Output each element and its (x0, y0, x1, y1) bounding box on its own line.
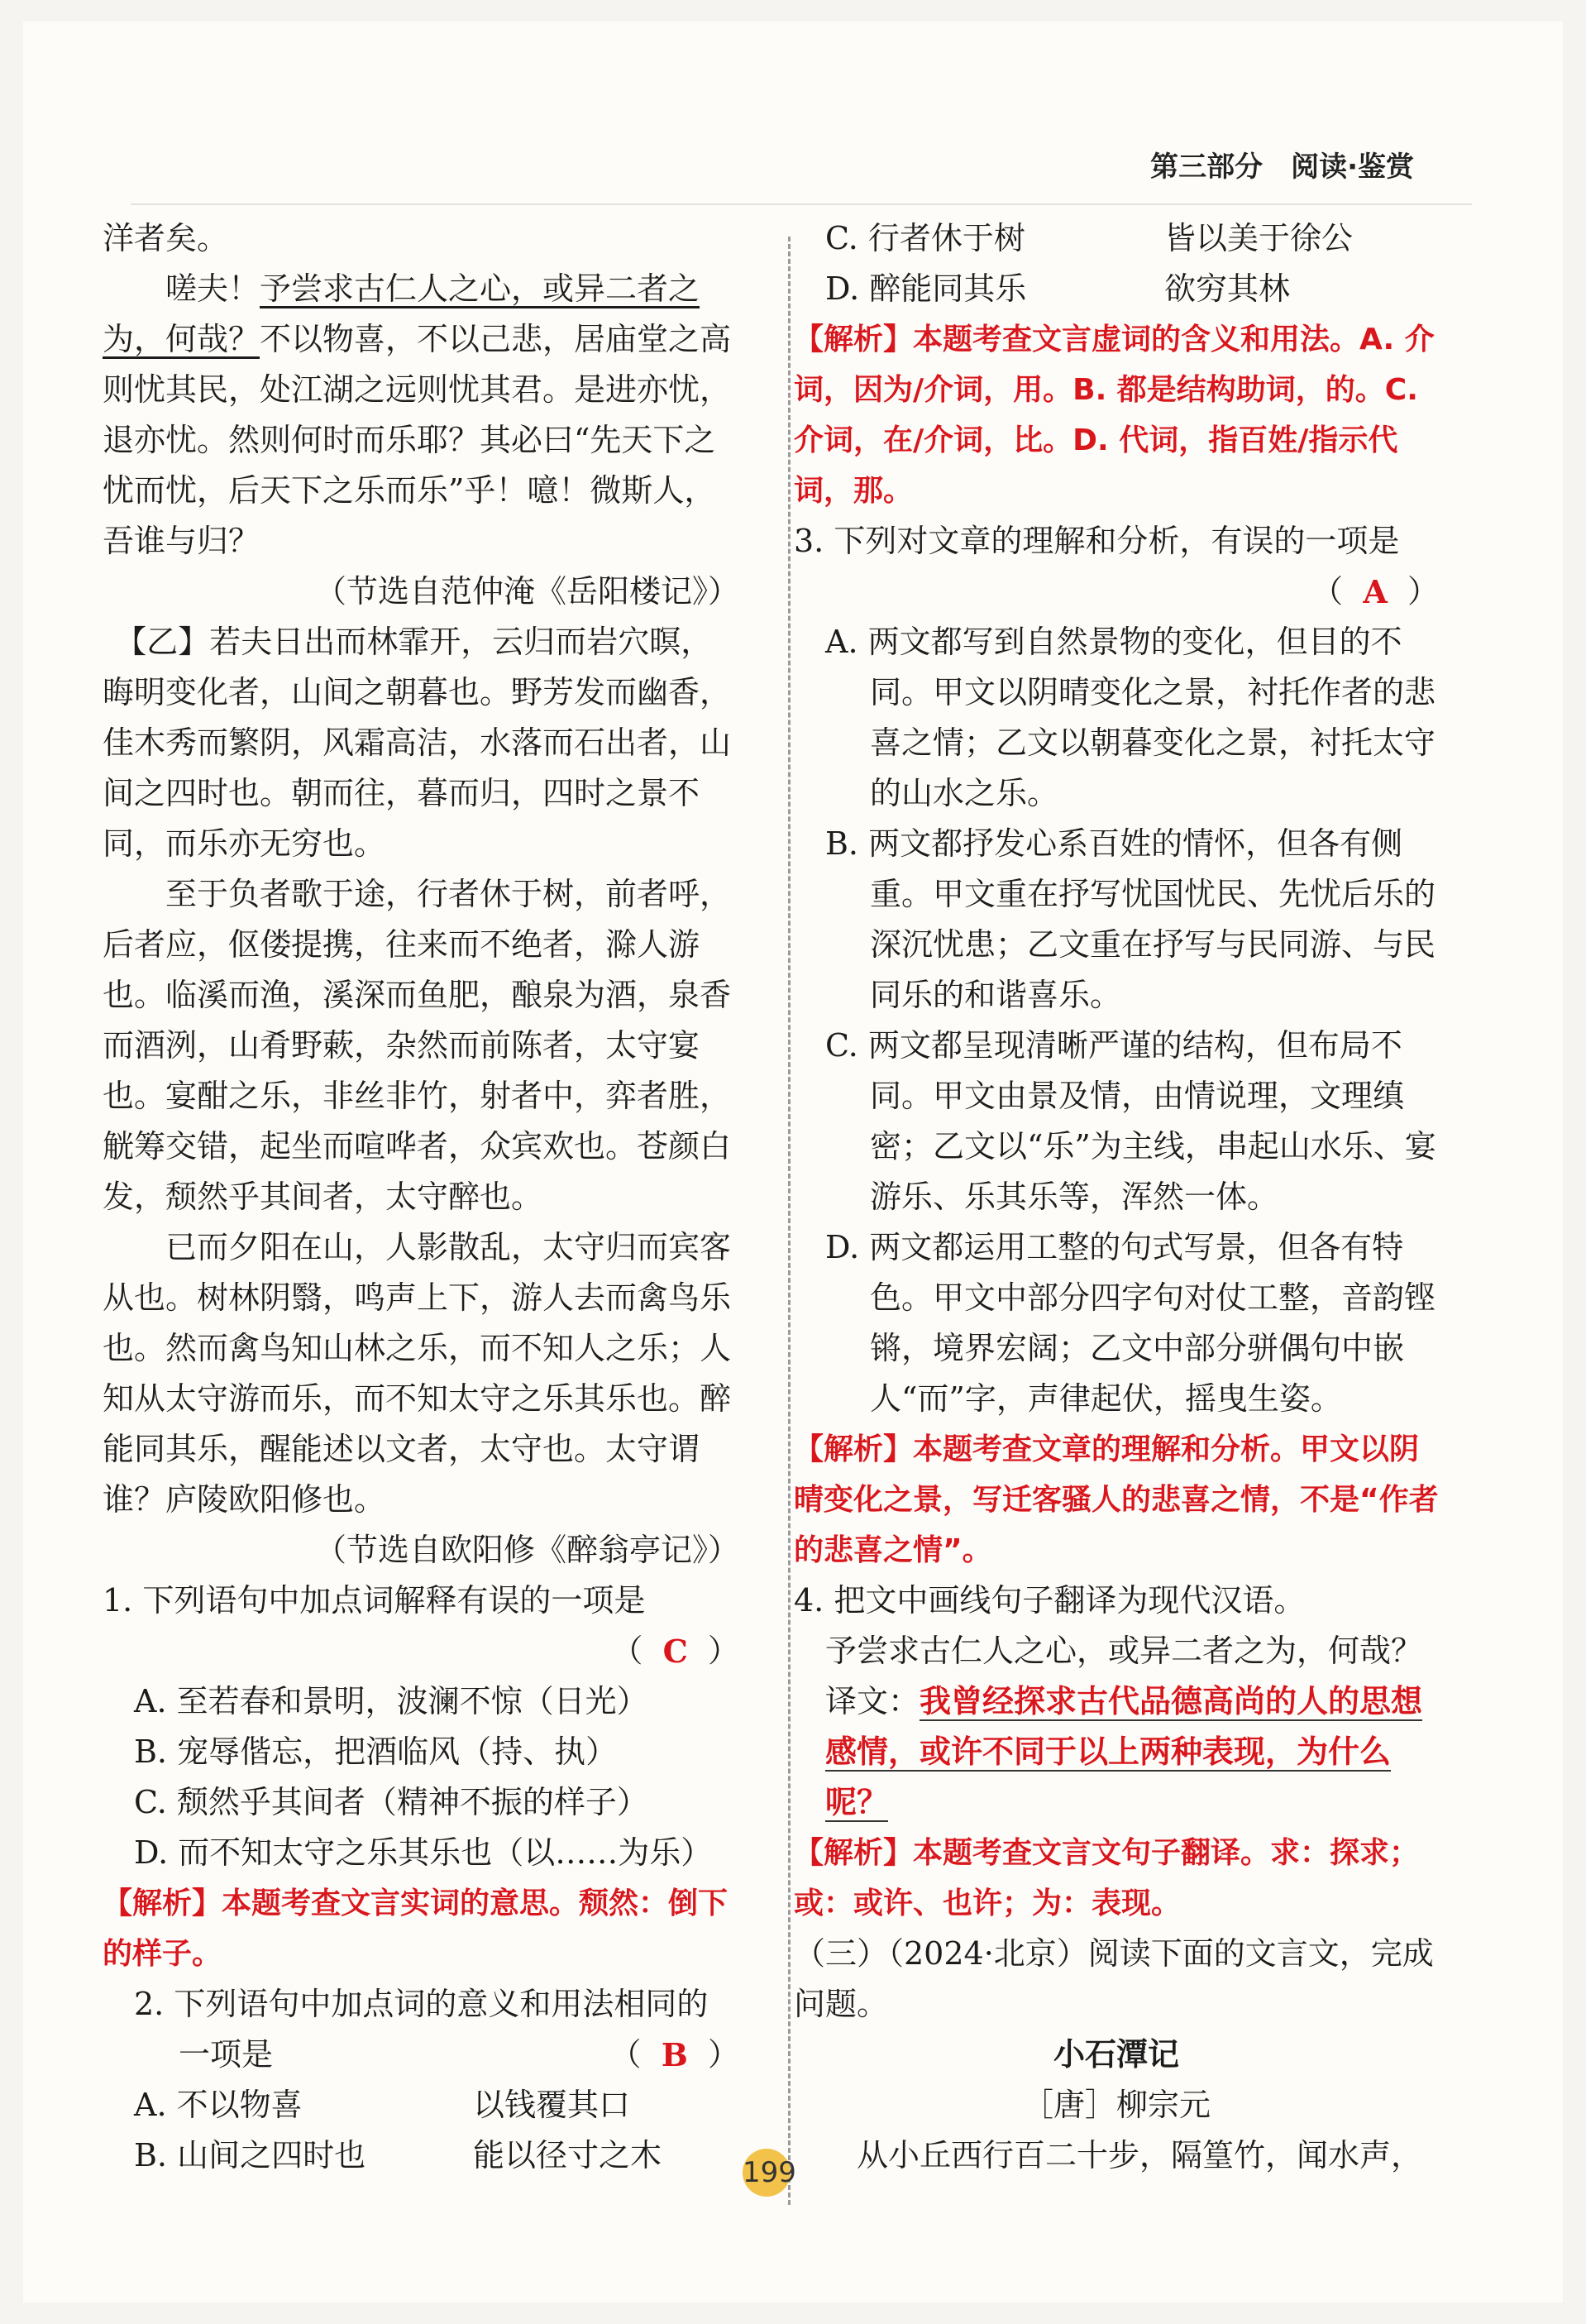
source-citation: （节选自范仲淹《岳阳楼记》） (314, 573, 739, 610)
translation-answer: 我曾经探求古代品德高尚的人的思想感情，或许不同于以上两种表现，为什么呢？ (825, 1683, 1423, 1820)
option: D. 醉能同其乐 (825, 270, 1027, 307)
option-pair (794, 264, 1439, 314)
passage-title: 小石潭记 (1053, 2036, 1179, 2073)
answer-line: （ C ） (103, 1626, 739, 1676)
passage-paragraph: 【乙】若夫日出而林霏开，云归而岩穴暝，晦明变化者，山间之朝暮也。野芳发而幽香，佳木秀而繁阴，风霜高洁，水落而石出者，山间之四时也。朝而往，暮而归，四时之景不同，而乐亦无穷也。 (103, 624, 732, 862)
passage-paragraph: 至于负者歌于途，行者休于树，前者呼，后者应，伛偻提携，往来而不绝者，滁人游也。临溪而渔，溪深而鱼肥，酿泉为酒，泉香而酒洌，山肴野蔌，杂然而前陈者，太守宴也。宴酣之乐，非丝非竹，射者中，弈者胜，觥筹交错，起坐而喧哗者，众宾欢也。苍颜白发，颓然乎其间者，太守醉也。 (103, 876, 732, 1215)
page-number: 199 (743, 2149, 791, 2197)
question-4: 4. 把文中画线句子翻译为现代汉语。 (794, 1582, 1306, 1619)
option: D. 两文都运用工整的句式写景，但各有特色。甲文中部分四字句对仗工整，音韵铿锵，境界宏阔；乙文中部分骈偶句中嵌人“而”字，声律起伏，摇曳生姿。 (825, 1229, 1436, 1417)
question-1: 1. 下列语句中加点词解释有误的一项是 (103, 1582, 646, 1619)
analysis-q4: 【解析】本题考查文言文句子翻译。求：探求；或：或许、也许；为：表现。 (794, 1836, 1420, 1920)
passage-author: ［唐］柳宗元 (1021, 2087, 1211, 2123)
passage-text: 嗟夫！ (165, 270, 260, 307)
underlined-sentence: 予尝求古仁人之心，或异二者之为，何哉？ (103, 270, 700, 357)
passage-paragraph (103, 264, 739, 567)
passage-line: 洋者矣。 (103, 220, 229, 256)
option-compare: 皆以美于徐公 (1164, 220, 1354, 256)
option-pair (103, 2080, 739, 2130)
right-column (794, 213, 1439, 2181)
header-rule (131, 203, 1472, 205)
option-compare: 能以径寸之木 (473, 2137, 662, 2173)
option: B. 宠辱偕忘，把酒临风（持、执） (134, 1733, 618, 1770)
option: C. 两文都呈现清晰严谨的结构，但布局不同。甲文由景及情，由情说理，文理缜密；乙文以“乐”为主线，串起山水乐、宴游乐、乐其乐等，浑然一体。 (825, 1027, 1436, 1215)
option-compare: 以钱覆其口 (473, 2087, 631, 2123)
answer-q3: A (1363, 573, 1388, 610)
option: C. 行者休于树 (825, 220, 1025, 256)
option: A. 两文都写到自然景物的变化，但目的不同。甲文以阴晴变化之景，衬托作者的悲喜之情；乙文以朝暮变化之景，衬托太守的山水之乐。 (825, 624, 1436, 811)
section-3-intro: （三）（2024·北京）阅读下面的文言文，完成问题。 (794, 1935, 1434, 2022)
option: D. 而不知太守之乐其乐也（以……为乐） (134, 1834, 713, 1871)
translation-block (794, 1676, 1439, 1828)
passage-paragraph: 已而夕阳在山，人影散乱，太守归而宾客从也。树林阴翳，鸣声上下，游人去而禽鸟乐也。然而禽鸟知山林之乐，而不知人之乐；人知从太守游而乐，而不知太守之乐其乐也。醉能同其乐，醒能述以文者，太守也。太守谓谁？庐陵欧阳修也。 (103, 1229, 732, 1518)
analysis-q2: 【解析】本题考查文言虚词的含义和用法。A. 介词，因为/介词，用。B. 都是结构助词，的。C. 介词，在/介词，比。D. 代词，指百姓/指示代词，那。 (794, 323, 1435, 508)
option: A. 不以物喜 (134, 2087, 303, 2123)
section-header: 第三部分 阅读·鉴赏 (1150, 151, 1414, 184)
answer-line: （ A ） (794, 567, 1439, 617)
answer-q2: B (661, 2036, 688, 2073)
option-pair (794, 213, 1439, 264)
option: C. 颓然乎其间者（精神不振的样子） (134, 1784, 648, 1820)
analysis-q1: 【解析】本题考查文言实词的意思。颓然：倒下的样子。 (103, 1886, 729, 1971)
left-column (103, 213, 739, 2181)
answer-line: （ B ） (103, 2030, 739, 2080)
option: B. 山间之四时也 (134, 2137, 366, 2173)
option-compare: 欲穷其林 (1164, 270, 1291, 307)
question-2: 2. 下列语句中加点词的意义和用法相同的一项是 (134, 1986, 709, 2073)
option-pair (103, 2130, 739, 2181)
option: B. 两文都抒发心系百姓的情怀，但各有侧重。甲文重在抒写忧国忧民、先忧后乐的深沉忧患；乙文重在抒写与民同游、与民同乐的和谐喜乐。 (825, 825, 1436, 1013)
answer-q1: C (662, 1633, 688, 1670)
translate-sentence: 予尝求古仁人之心，或异二者之为，何哉？ (825, 1633, 1423, 1669)
column-divider (788, 237, 791, 2205)
source-citation: （节选自欧阳修《醉翁亭记》） (314, 1532, 739, 1568)
analysis-q3: 【解析】本题考查文章的理解和分析。甲文以阴晴变化之景，写迁客骚人的悲喜之情，不是“作者的悲喜之情”。 (794, 1432, 1439, 1567)
passage-text: 不以物喜，不以己悲，居庙堂之高则忧其民，处江湖之远则忧其君。是进亦忧，退亦忧。然则何时而乐耶？其必曰“先天下之忧而忧，后天下之乐而乐”乎！噫！微斯人，吾谁与归？ (103, 321, 732, 559)
passage-paragraph: 从小丘西行百二十步，隔篁竹，闻水声， (857, 2137, 1423, 2173)
option: A. 至若春和景明，波澜不惊（日光） (134, 1683, 648, 1719)
translation-label: 译文： (825, 1683, 920, 1719)
question-3: 3. 下列对文章的理解和分析，有误的一项是 (794, 523, 1400, 559)
